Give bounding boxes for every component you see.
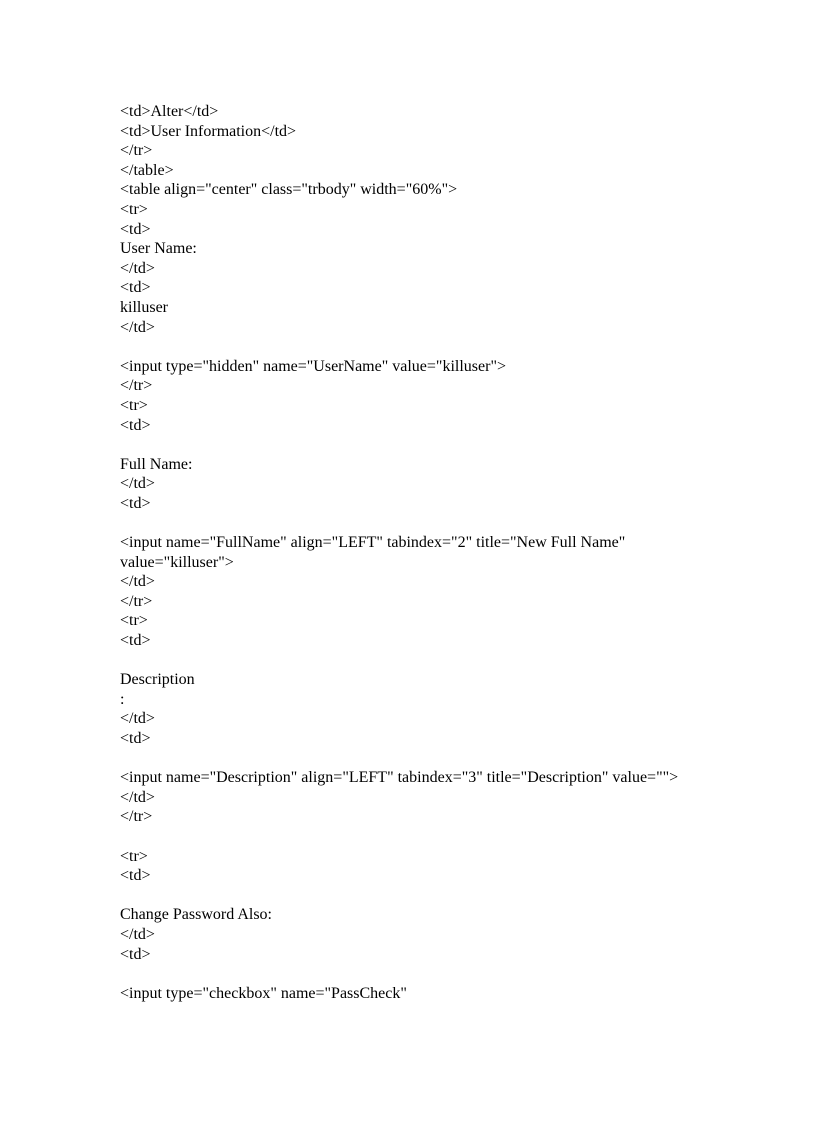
text-line: </td> xyxy=(120,573,155,591)
text-line: </td> xyxy=(120,259,155,277)
text-line: </tr> xyxy=(120,142,153,160)
text-line: value="killuser"> xyxy=(120,553,234,571)
text-line: <input name="FullName" align="LEFT" tabindex="2" title="New Full Name" xyxy=(120,534,626,552)
text-line: <td> xyxy=(120,494,151,512)
text-line: User Name: xyxy=(120,240,197,258)
text-line: <td> xyxy=(120,279,151,297)
blank-line xyxy=(120,435,780,455)
text-line: <td> xyxy=(120,867,151,885)
text-line: </td> xyxy=(120,710,155,728)
text-line: <td>User Information</td> xyxy=(120,122,297,140)
text-line: </table> xyxy=(120,161,174,179)
text-line: Description xyxy=(120,671,195,689)
blank-line xyxy=(120,651,780,671)
blank-line xyxy=(120,827,780,847)
text-line: </td> xyxy=(120,475,155,493)
text-line: <td> xyxy=(120,730,151,747)
text-line: </tr> xyxy=(120,377,153,395)
text-line: <tr> xyxy=(120,612,148,630)
blank-line xyxy=(120,513,780,533)
text-line: <tr> xyxy=(120,396,148,414)
text-line: </td> xyxy=(120,318,155,336)
text-line: <input name="Description" align="LEFT" tabindex="3" title="Description" value=""> xyxy=(120,769,679,787)
text-line: </tr> xyxy=(120,808,153,826)
text-line: </tr> xyxy=(120,592,153,610)
text-line: </td> xyxy=(120,925,155,943)
blank-line xyxy=(120,749,780,769)
text-line: : xyxy=(120,690,125,708)
text-line: <td> xyxy=(120,945,151,963)
text-line: <td>Alter</td> xyxy=(120,103,219,120)
text-line: </td> xyxy=(120,788,155,806)
text-line: <td> xyxy=(120,416,151,434)
text-line: <td> xyxy=(120,220,151,238)
blank-line xyxy=(120,337,780,357)
text-line: <table align="center" class="trbody" width="60%"> xyxy=(120,181,458,199)
text-line: killuser xyxy=(120,298,168,316)
text-line: <input type="checkbox" name="PassCheck" xyxy=(120,984,407,1002)
text-line: <td> xyxy=(120,632,151,650)
blank-line xyxy=(120,964,780,984)
text-line: <input type="hidden" name="UserName" value="killuser"> xyxy=(120,357,506,375)
text-line: Change Password Also: xyxy=(120,906,272,924)
text-line: Full Name: xyxy=(120,455,193,473)
text-line: <tr> xyxy=(120,847,148,865)
document-body xyxy=(120,102,780,1003)
blank-line xyxy=(120,886,780,906)
text-line: <tr> xyxy=(120,200,148,218)
